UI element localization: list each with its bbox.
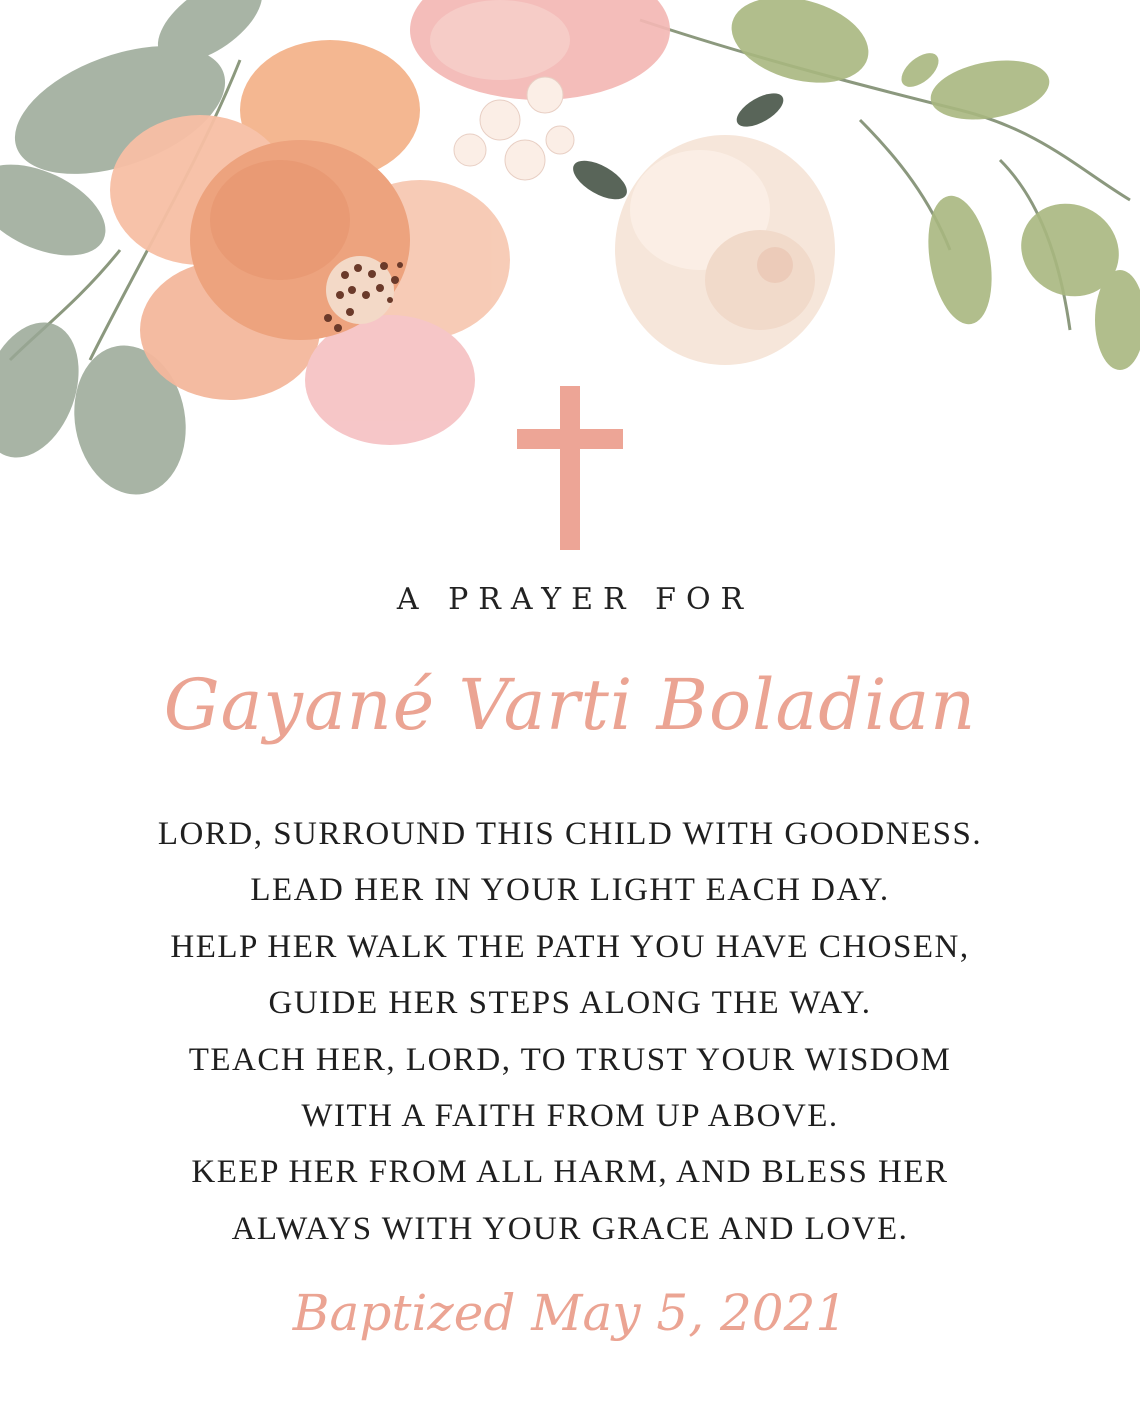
cross-horizontal-bar [517,429,623,449]
prayer-line: TEACH HER, LORD, TO TRUST YOUR WISDOM [188,1041,952,1078]
child-name: Gayané Varti Boladian [163,664,977,746]
prayer-line: LEAD HER IN YOUR LIGHT EACH DAY. [250,872,890,909]
prayer-line: KEEP HER FROM ALL HARM, AND BLESS HER [191,1154,949,1191]
prayer-subtitle: A PRAYER FOR [396,582,754,617]
cross-icon [517,386,623,550]
prayer-text [0,806,1140,1257]
prayer-line: GUIDE HER STEPS ALONG THE WAY. [268,985,872,1022]
prayer-line: ALWAYS WITH YOUR GRACE AND LOVE. [231,1210,909,1247]
prayer-line: WITH A FAITH FROM UP ABOVE. [301,1098,839,1135]
baptism-date: Baptized May 5, 2021 [292,1284,848,1342]
prayer-line: LORD, SURROUND THIS CHILD WITH GOODNESS. [157,816,983,852]
prayer-line: HELP HER WALK THE PATH YOU HAVE CHOSEN, [170,928,970,965]
cross-vertical-bar [560,386,580,550]
